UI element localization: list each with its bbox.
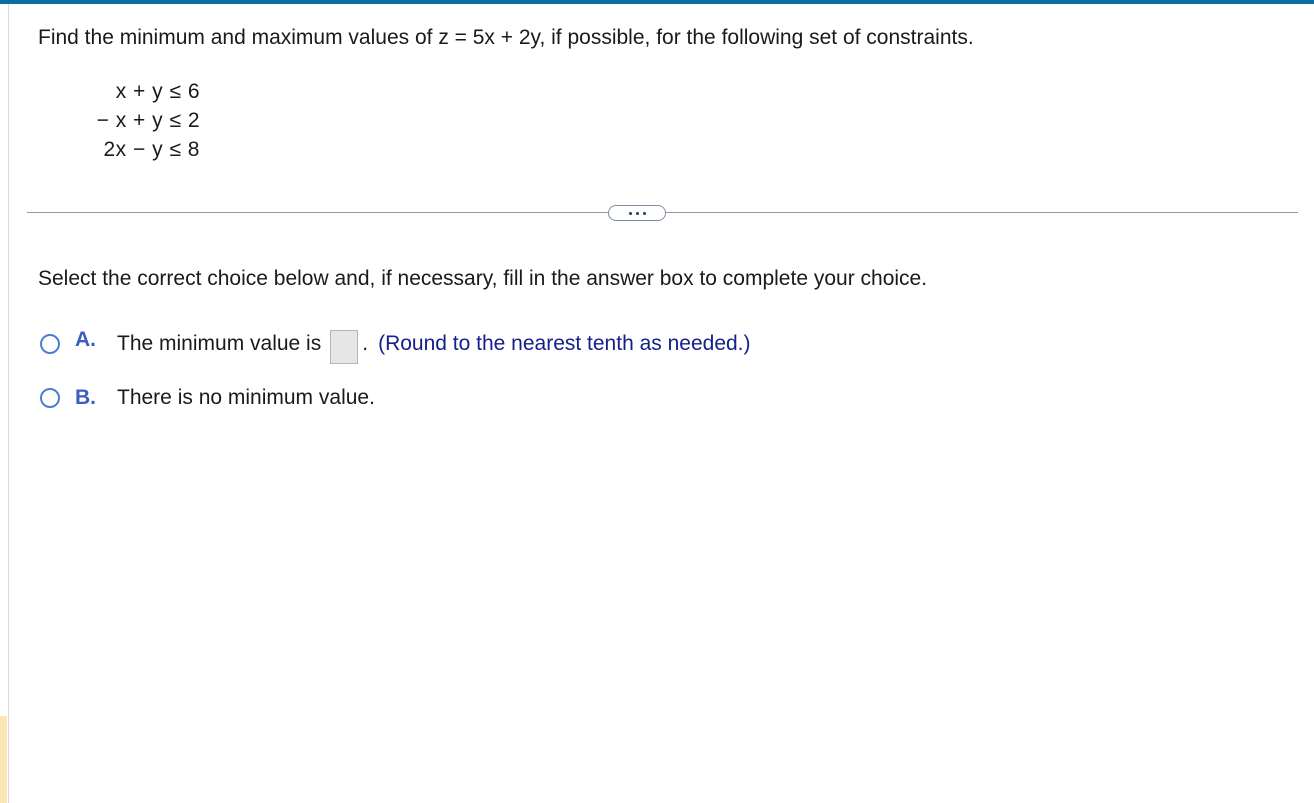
ellipsis-icon bbox=[629, 212, 632, 215]
constraint-1: x + y ≤ 6 bbox=[115, 80, 200, 103]
choice-b-radio[interactable] bbox=[40, 388, 60, 408]
rounding-hint: (Round to the nearest tenth as needed.) bbox=[378, 332, 751, 355]
choice-a-radio[interactable] bbox=[40, 334, 60, 354]
choice-a-text: The minimum value is bbox=[117, 332, 322, 355]
minimum-value-input[interactable] bbox=[330, 330, 358, 364]
expand-more-button[interactable] bbox=[608, 205, 666, 221]
top-accent-bar bbox=[0, 0, 1314, 4]
left-accent-strip bbox=[0, 716, 7, 803]
left-border-line bbox=[8, 4, 9, 803]
ellipsis-icon bbox=[643, 212, 646, 215]
choice-b-text: There is no minimum value. bbox=[117, 386, 375, 409]
constraint-2: − x + y ≤ 2 bbox=[96, 109, 200, 132]
ellipsis-icon bbox=[636, 212, 639, 215]
choice-b[interactable] bbox=[40, 383, 375, 413]
choice-a[interactable] bbox=[40, 329, 751, 359]
choice-a-period: . bbox=[362, 332, 369, 355]
question-prompt: Find the minimum and maximum values of z = 5x + 2y, if possible, for the following set of constraints. bbox=[38, 26, 974, 49]
constraints-list bbox=[90, 77, 200, 164]
constraint-3: 2x − y ≤ 8 bbox=[103, 138, 200, 161]
choice-a-letter: A. bbox=[75, 328, 96, 351]
choice-b-letter: B. bbox=[75, 386, 96, 409]
instruction-text: Select the correct choice below and, if necessary, fill in the answer box to complete your choice. bbox=[38, 267, 928, 290]
